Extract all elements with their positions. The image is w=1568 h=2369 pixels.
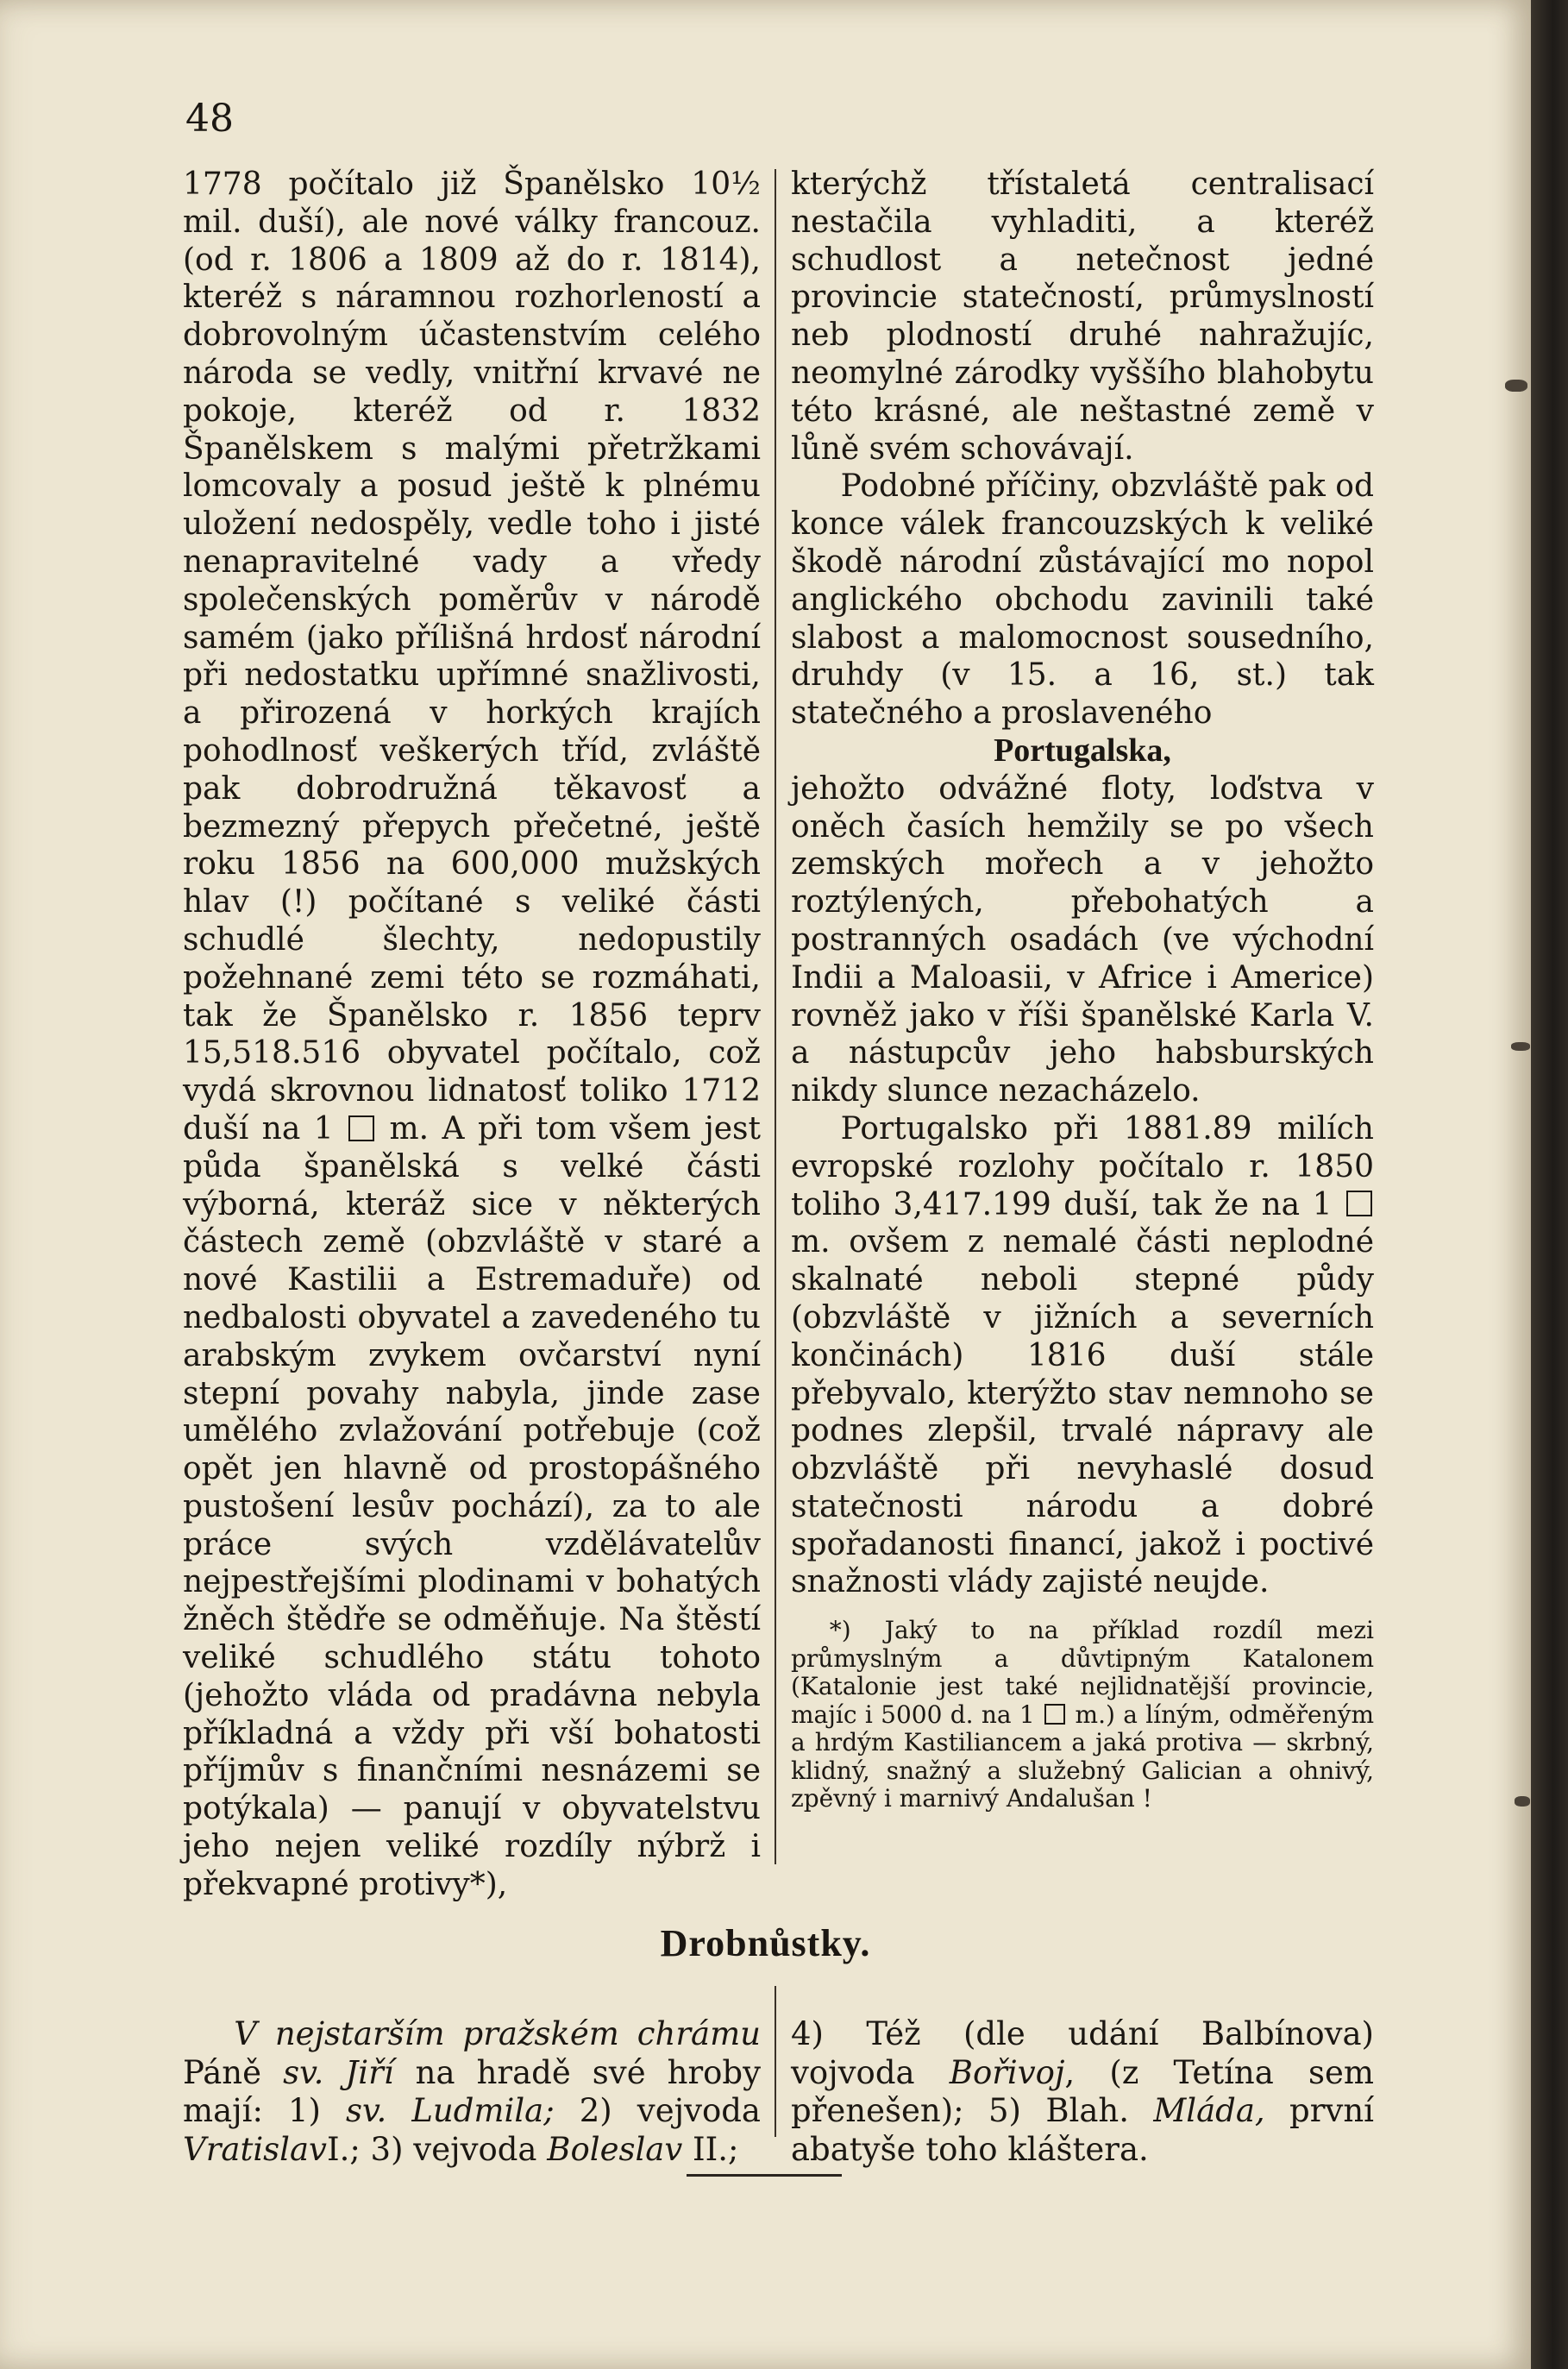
end-rule [687,2174,842,2177]
drobnustky-right-text [791,1983,1374,2201]
section-heading: Drobnůstky. [660,1922,871,1964]
ink-speck [1511,1042,1530,1051]
square-symbol-icon [1044,1704,1065,1725]
right-column [791,166,1374,1813]
paragraph: kterýchž třístaletá centralisací nestačila vyhladiti, a kteréž schudlost a netečnost jedné provincie statečností, průmyslností neb plodností druhé nahražujíc, neomylné zárodky vyššího blahobytu této krásné, ale neštastné země v lůně svém schovávají. [791,167,1374,467]
paragraph: V nejstarším pražském chrámu Páně sv. Jiří na hradě své hroby mají: 1) sv. Ludmila; 2) vejvoda VratislavI.; 3) vejvoda Boleslav II.; [183,2015,762,2168]
book-binding-edge [1531,0,1568,2369]
drobnustky-left-text [183,1983,761,2201]
page-number: 48 [185,97,234,141]
square-symbol-icon [348,1115,374,1141]
footnote: *) Jaký to na příklad rozdíl mezi průmyslným a důvtipným Katalonem (Katalonie jest také nejlidnatější provincie, majíc i 5000 d. na 1 m.) a líným, odměřeným a hrdým Kastiliancem a jaká protiva — skrbný, klidný, snažný a služebný Galician a ohnivý, zpěvný i marnivý Andalušan ! [791,1616,1375,1813]
ink-speck [1505,380,1527,392]
square-symbol-icon [1346,1191,1372,1216]
left-column [183,166,761,1904]
ink-speck [1515,1796,1530,1807]
subheading-portugalska: Portugalska, [994,732,1171,769]
paragraph: Portugalsko při 1881.89 milích evropské rozlohy počítalo r. 1850 toliho 3,417.199 duší, tak že na 1 m. ovšem z nemalé části neplodné skalnaté neboli stepné půdy (obzvláště v jižních a severních končinách) 1816 duší stále přebyvalo, kterýžto stav nemnoho se podnes zlepšil, trvalé nápravy ale obzvláště při nevyhaslé dosud statečnosti národu a dobré spořadanosti financí, jakož i poctivé snažnosti vlády zajisté neujde. [791,1110,1374,1600]
left-column-text: 1778 počítalo již Španělsko 10½ mil. duší), ale nové války francouz. (od r. 1806 a 1809 až do r. 1814), kteréž s náramnou rozhorleností a dobrovolným účastenstvím celého národa se vedly, vnitřní krvavé ne pokoje, kteréž od r. 1832 Španělskem s malými přetržkami lomcovaly a posud ještě k plnému uložení nedospěly, vedle toho i jisté nenapravitelné vady a vředy společenských poměrův v národě samém (jako přílišná hrdosť národní při nedostatku upřímné snažlivosti, a přirozená v horkých krajích pohodlnosť veškerých tříd, zvláště pak dobrodružná těkavosť a bezmezný přepych přečetné, ještě roku 1856 na 600,000 mužských hlav (!) počítané s veliké části schudlé šlechty, nedopustily požehnané zemi této se rozmáhati, tak že Španělsko r. 1856 teprv 15,518.516 obyvatel počítalo, což vydá skrovnou lidnatosť toliko 1712 duší na 1 m. A při tom všem jest půda španělská s velké části výborná, kteráž sice v některých částech země (obzvláště v staré a nové Kastilii a Estremaduře) od nedbalosti obyvatel a zavedeného tu arabským zvykem ovčarství nyní stepní povahy nabyla, jinde zase umělého zvlažování potřebuje (což opět jen hlavně od prostopášného pustošení lesův pochází), za to ale práce svých vzdělávatelův nejpestřejšími plodinami v bohatých žněch štědře se odměňuje. Na štěstí veliké schudlého státu tohoto (jehožto vláda od pradávna nebyla příkladná a vždy při vší bohatosti příjmův s finančními nesnázemi se potýkala) — panují v obyvatelstvu jeho nejen veliké rozdíly nýbrž i překvapné protivy*), [183,167,761,1902]
paragraph: jehožto odvážné floty, loďstva v oněch časích hemžily se po všech zemských mořech a v jehožto roztýlených, přebohatých a postranných osadách (ve východní Indii a Maloasii, v Africe i Americe) rovněž jako v říši španělské Karla V. a nástupcův jeho habsburských nikdy slunce nezacházelo. [791,770,1374,1109]
column-divider [775,169,776,1864]
paragraph: Podobné příčiny, obzvláště pak od konce válek francouzských k veliké škodě národní zůstávající mo nopol anglického obchodu zavinili také slabost a malomocnost sousedního, druhdy (v 15. a 16, st.) tak statečného a proslaveného [791,468,1374,732]
column-divider [775,1986,776,2137]
paragraph: 4) Též (dle udání Balbínova) vojvoda Bořivoj, (z Tetína sem přenešen); 5) Blah. Mláda, první abatyše toho kláštera. [791,2015,1374,2168]
